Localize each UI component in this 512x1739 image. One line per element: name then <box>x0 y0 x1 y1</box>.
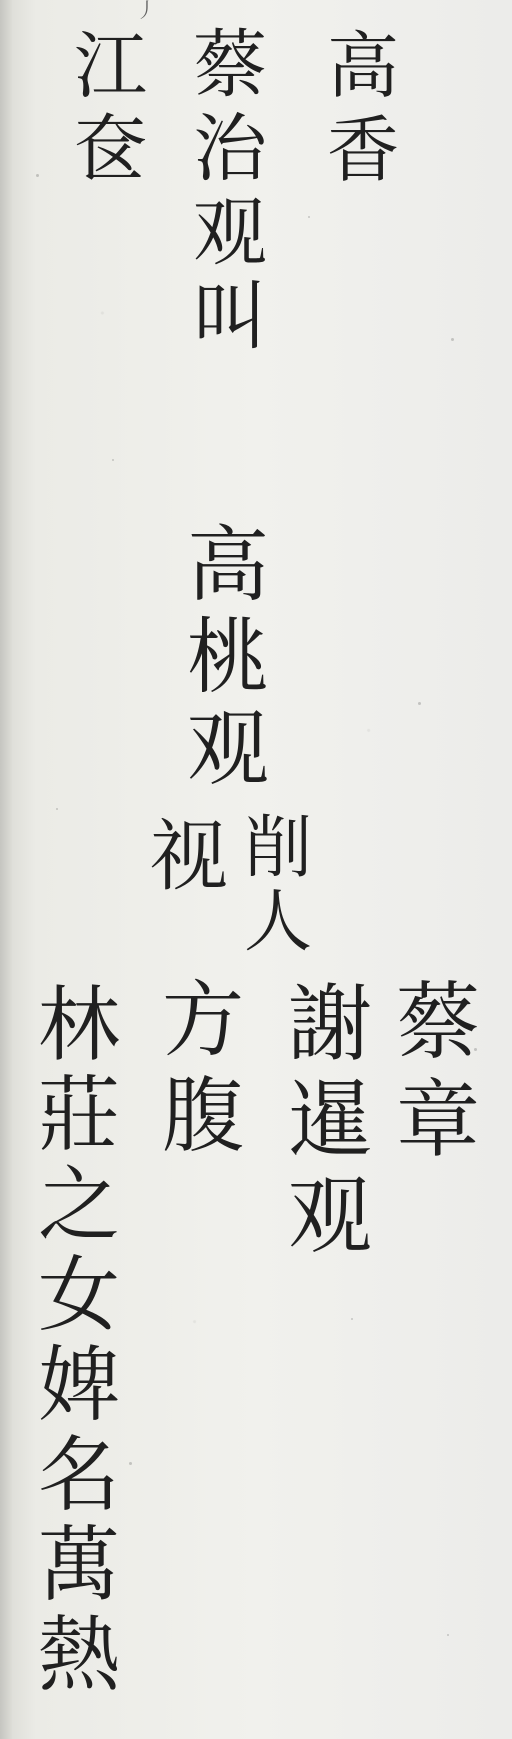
paper-speck <box>451 338 454 341</box>
column-gao-xiang <box>327 24 400 192</box>
character: 桃 <box>187 610 270 705</box>
character: 謝 <box>288 975 373 1073</box>
column-lin-zhuang-zhi-nv-bi-ming-wan-re <box>38 978 121 1703</box>
column-xie-xian-guan <box>288 975 373 1265</box>
paper-speck <box>56 808 58 810</box>
paper-speck <box>474 1048 477 1051</box>
paper-speck <box>112 459 114 461</box>
column-gao-tao-guan <box>187 518 270 797</box>
paper-speck <box>418 702 421 705</box>
paper-speck <box>308 216 310 218</box>
character: 腹 <box>162 1069 245 1164</box>
character: 蔡 <box>193 22 267 108</box>
character: 削 <box>244 809 313 888</box>
character: 人 <box>244 883 313 962</box>
character: 高 <box>327 24 400 108</box>
paper-speck <box>129 1462 132 1465</box>
character: 叫 <box>193 274 267 360</box>
character: 蔡 <box>396 973 481 1071</box>
character: 江 <box>74 24 147 109</box>
character: 高 <box>187 518 270 613</box>
character: 方 <box>162 973 245 1068</box>
character: 视 <box>150 812 229 902</box>
character: 章 <box>396 1071 481 1169</box>
column-cai-zhang <box>396 973 481 1169</box>
column-shi <box>150 812 229 902</box>
character: 名 <box>38 1428 121 1523</box>
character: 萬 <box>38 1518 121 1613</box>
paper-speck <box>447 1634 449 1636</box>
paper-speck <box>36 174 39 177</box>
column-fang-fu <box>162 973 245 1164</box>
column-jiang-lian <box>74 24 147 192</box>
character: 婢 <box>38 1338 121 1433</box>
character: 暹 <box>288 1071 373 1169</box>
character: 熱 <box>38 1608 121 1703</box>
page-edge-shadow <box>0 0 12 1739</box>
character: 香 <box>327 108 400 192</box>
top-ink-mark: 丿 <box>136 0 156 22</box>
character: 治 <box>193 106 267 192</box>
paper-speck <box>351 1318 353 1320</box>
character: 奁 <box>74 107 147 192</box>
column-cai-zhi-guan-jiao <box>193 22 267 360</box>
character: 观 <box>187 702 270 797</box>
character: 女 <box>38 1248 121 1343</box>
character: 之 <box>38 1158 121 1253</box>
character: 观 <box>193 190 267 276</box>
character: 林 <box>38 978 121 1073</box>
column-xiao-ren <box>244 809 313 962</box>
character: 观 <box>288 1167 373 1265</box>
character: 莊 <box>38 1068 121 1163</box>
